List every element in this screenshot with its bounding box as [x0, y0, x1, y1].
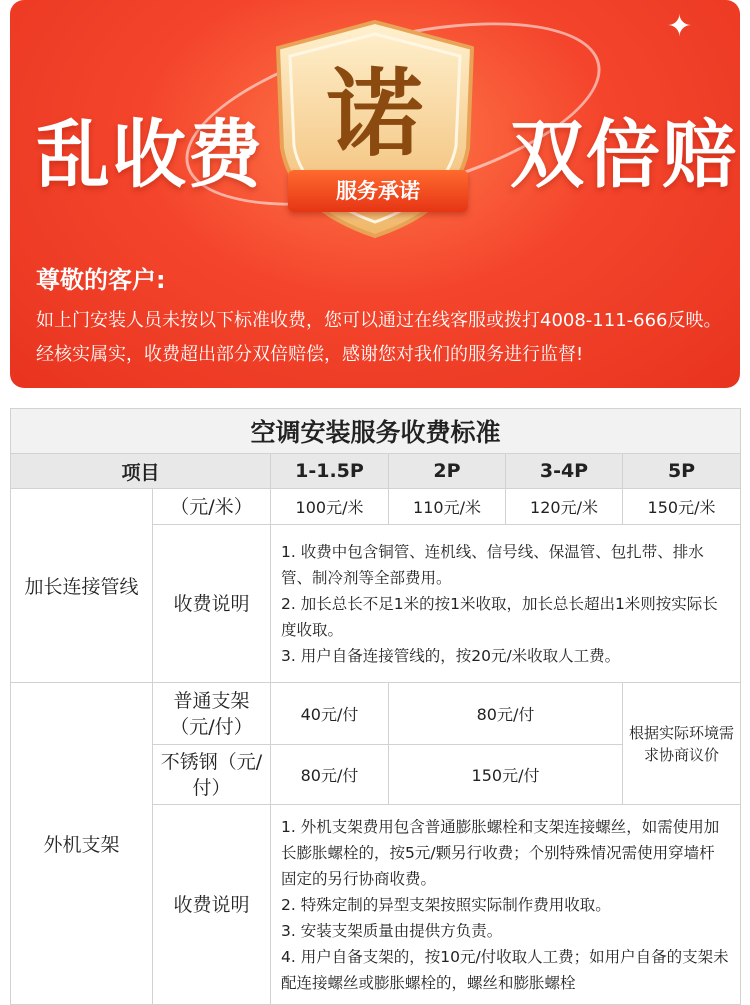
- bracket-category: 外机支架: [11, 683, 153, 1005]
- header-1-1-5p: 1-1.5P: [271, 454, 389, 489]
- desc-line: 1. 外机支架费用包含普通膨胀螺栓和支架连接螺丝，如需使用加长膨胀螺栓的，按5元/颗另行收费；个别特殊情况需使用穿墙杆固定的另行协商收费。: [281, 817, 720, 888]
- pipe-desc-label: 收费说明: [153, 525, 271, 683]
- pipe-price: 150元/米: [623, 489, 741, 525]
- normal-price: 40元/付: [271, 683, 389, 745]
- normal-price: 80元/付: [389, 683, 623, 745]
- badge-character: 诺: [327, 58, 423, 170]
- banner-right-text: 双倍赔: [510, 112, 738, 198]
- header-item: 项目: [11, 454, 271, 489]
- desc-line: 1. 收费中包含铜管、连机线、信号线、保温管、包扎带、排水管、制冷剂等全部费用。: [281, 542, 704, 587]
- pipe-price: 110元/米: [389, 489, 506, 525]
- desc-line: 2. 特殊定制的异型支架按照实际制作费用收取。: [281, 895, 611, 914]
- table-header-row: [11, 454, 741, 489]
- negotiate-note: 根据实际环境需求协商议价: [623, 683, 741, 805]
- steel-price: 150元/付: [389, 745, 623, 805]
- notice-line-1: 如上门安装人员未按以下标准收费，您可以通过在线客服或拨打4008-111-666反映。: [36, 310, 722, 331]
- service-promise-ribbon: 服务承诺: [288, 170, 468, 212]
- table-title: 空调安装服务收费标准: [11, 409, 741, 454]
- header-5p: 5P: [623, 454, 741, 489]
- desc-line: 2. 加长总长不足1米的按1米收取，加长总长超出1米则按实际长度收取。: [281, 594, 718, 639]
- pipe-unit-label: （元/米）: [153, 489, 271, 525]
- steel-price: 80元/付: [271, 745, 389, 805]
- banner-left-text: 乱收费: [36, 112, 264, 198]
- bracket-desc-label: 收费说明: [153, 805, 271, 1005]
- pipe-price: 120元/米: [506, 489, 623, 525]
- greeting-heading: 尊敬的客户:: [36, 266, 166, 294]
- desc-line: 3. 安装支架质量由提供方负责。: [281, 921, 503, 940]
- table-row: [11, 489, 741, 525]
- header-3-4p: 3-4P: [506, 454, 623, 489]
- pipe-price: 100元/米: [271, 489, 389, 525]
- desc-line: 4. 用户自备支架的，按10元/付收取人工费；如用户自备的支架未配连接螺丝或膨胀螺栓的，螺丝和膨胀螺栓: [281, 947, 729, 992]
- desc-line: 3. 用户自备连接管线的，按20元/米收取人工费。: [281, 646, 621, 665]
- sparkle-icon: ✦: [666, 9, 692, 44]
- steel-bracket-label: 不锈钢（元/付）: [153, 745, 271, 805]
- pipe-category: 加长连接管线: [11, 489, 153, 683]
- bracket-desc: [271, 805, 741, 1005]
- promise-banner: [10, 0, 740, 388]
- pipe-desc: [271, 525, 741, 683]
- header-2p: 2P: [389, 454, 506, 489]
- normal-bracket-label: 普通支架（元/付）: [153, 683, 271, 745]
- notice-line-2: 经核实属实，收费超出部分双倍赔偿，感谢您对我们的服务进行监督!: [36, 344, 584, 365]
- fee-standard-table: [10, 408, 741, 1005]
- table-row: [11, 683, 741, 745]
